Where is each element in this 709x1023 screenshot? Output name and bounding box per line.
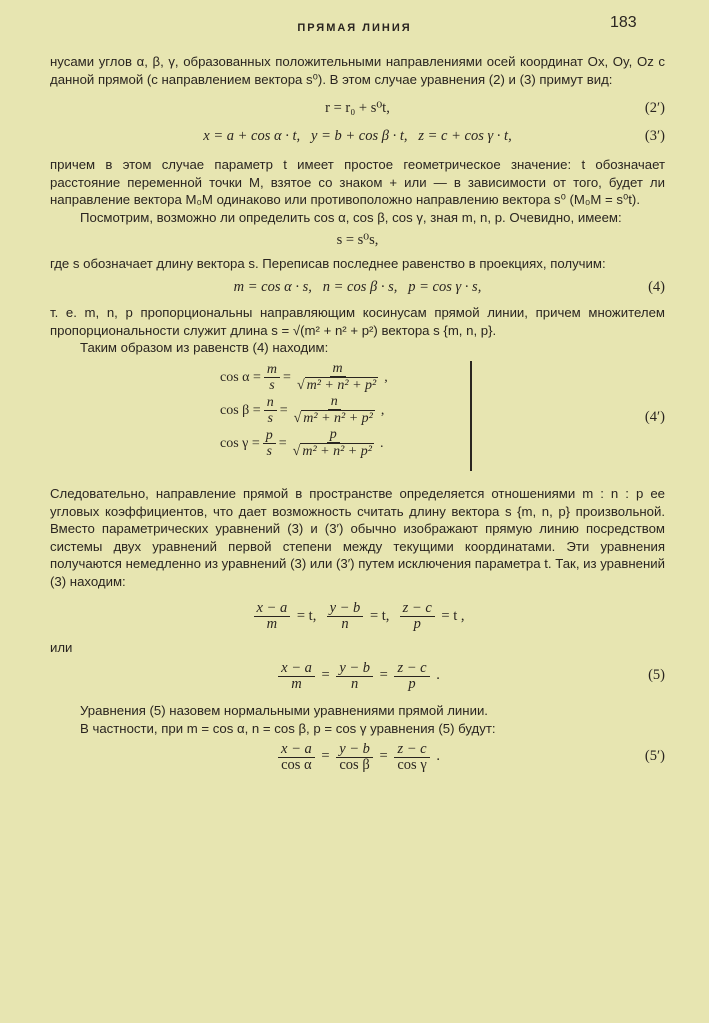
equation-s xyxy=(50,227,665,255)
equation-3prime xyxy=(50,124,665,150)
equation-number: (3′) xyxy=(644,128,665,145)
cos-gamma-row: cos γ = $\frac{p}{s}$ = $\frac{p}{\text{√ m² + n² + p²}}$ . xyxy=(220,427,384,460)
paragraph-3: Посмотрим, возможно ли определить cos α, cos β, cos γ, зная m, n, p. Очевидно, имеем: xyxy=(80,209,622,225)
equation-text: s = s⁰s, xyxy=(336,231,379,248)
paragraph-7: Следовательно, направление прямой в пространстве определяется отношениями m : n : p ее угловых коэффициентов, что дает возможность считать длину вектора s {m, n, p} произвольной. Вместо параметрических уравнений (3) и (3′) обычно изображают прямую линию посредством системы двух уравнений первой степени между текущими координатами. Эти уравнения получаются немедленно из уравнений (3) или (3′) путем исключения параметра t. Так, из уравнений (3) находим: xyxy=(50,485,665,589)
equation-5: $\frac{x - a}{m}$ = $\frac{y - b}{n}$ = $\frac{z - c}{p}$ . (5) xyxy=(50,656,665,696)
word-or: или xyxy=(50,639,73,655)
cos-alpha-row: cos α = $\frac{m}{s}$ = $\frac{m}{\text{√ m² + n² + p²}}$ , xyxy=(220,361,388,394)
paragraph-8: Уравнения (5) назовем нормальными уравнениями прямой линии. xyxy=(80,703,488,719)
page-number: 183 xyxy=(610,14,637,31)
equation-number: (4) xyxy=(648,279,665,296)
paragraph-6: Таким образом из равенств (4) находим: xyxy=(80,340,329,356)
running-title: ПРЯМАЯ ЛИНИЯ xyxy=(297,22,412,34)
equation-number: (5′) xyxy=(644,748,665,765)
equation-number: (2′) xyxy=(644,100,665,117)
paragraph-9: В частности, при m = cos α, n = cos β, p = cos γ уравнения (5) будут: xyxy=(80,720,496,736)
paragraph-1: нусами углов α, β, γ, образованных положительными направлениями осей координат Ox, Oy, Oz с данной прямой (с направлением вектора s⁰). В этом случае уравнения (2) и (3) примут вид: xyxy=(50,54,665,87)
equation-4 xyxy=(50,272,665,304)
cos-beta-row: cos β = $\frac{n}{s}$ = $\frac{n}{\text{√ m² + n² + p²}}$ , xyxy=(220,394,385,427)
paragraph-5: т. е. m, n, p пропорциональны направляющим косинусам прямой линии, причем множителем пропорциональности служит длина s = √(m² + n² + p²) вектора s {m, n, p}. xyxy=(50,305,665,338)
equation-number: (4′) xyxy=(644,408,665,425)
system-brace xyxy=(470,361,472,471)
equation-5prime: $\frac{x - a}{\text{cos α}}$ = $\frac{y - b}{\text{cos β}}$ = $\frac{z - c}{\text{cos γ}}$ . (5′) xyxy=(50,737,665,777)
equation-text: x = a + cos α · t, y = b + cos β · t, z = c + cos γ · t, xyxy=(203,128,512,145)
equation-text: m = cos α · s, n = cos β · s, p = cos γ · s, xyxy=(233,279,482,296)
equation-text: r = r₀ + s⁰t, xyxy=(325,100,390,117)
equation-2prime xyxy=(50,94,665,124)
equation-system-4prime xyxy=(50,361,665,481)
equation-number: (5) xyxy=(648,667,665,684)
paragraph-4: где s обозначает длину вектора s. Переписав последнее равенство в проекциях, получим: xyxy=(50,255,606,271)
equation-parametric-elimination: $\frac{x - a}{m}$ = t, $\frac{y - b}{n}$ = t, $\frac{z - c}{p}$ = t , xyxy=(50,595,665,639)
page-body xyxy=(50,53,665,777)
paragraph-2: причем в этом случае параметр t имеет простое геометрическое значение: t обозначает расстояние переменной точки M, взятое со знаком + или — в зависимости от того, будет ли направление вектора M₀M одинаково или противоположно направлению вектора s⁰ (M₀M = s⁰t). xyxy=(50,157,665,208)
